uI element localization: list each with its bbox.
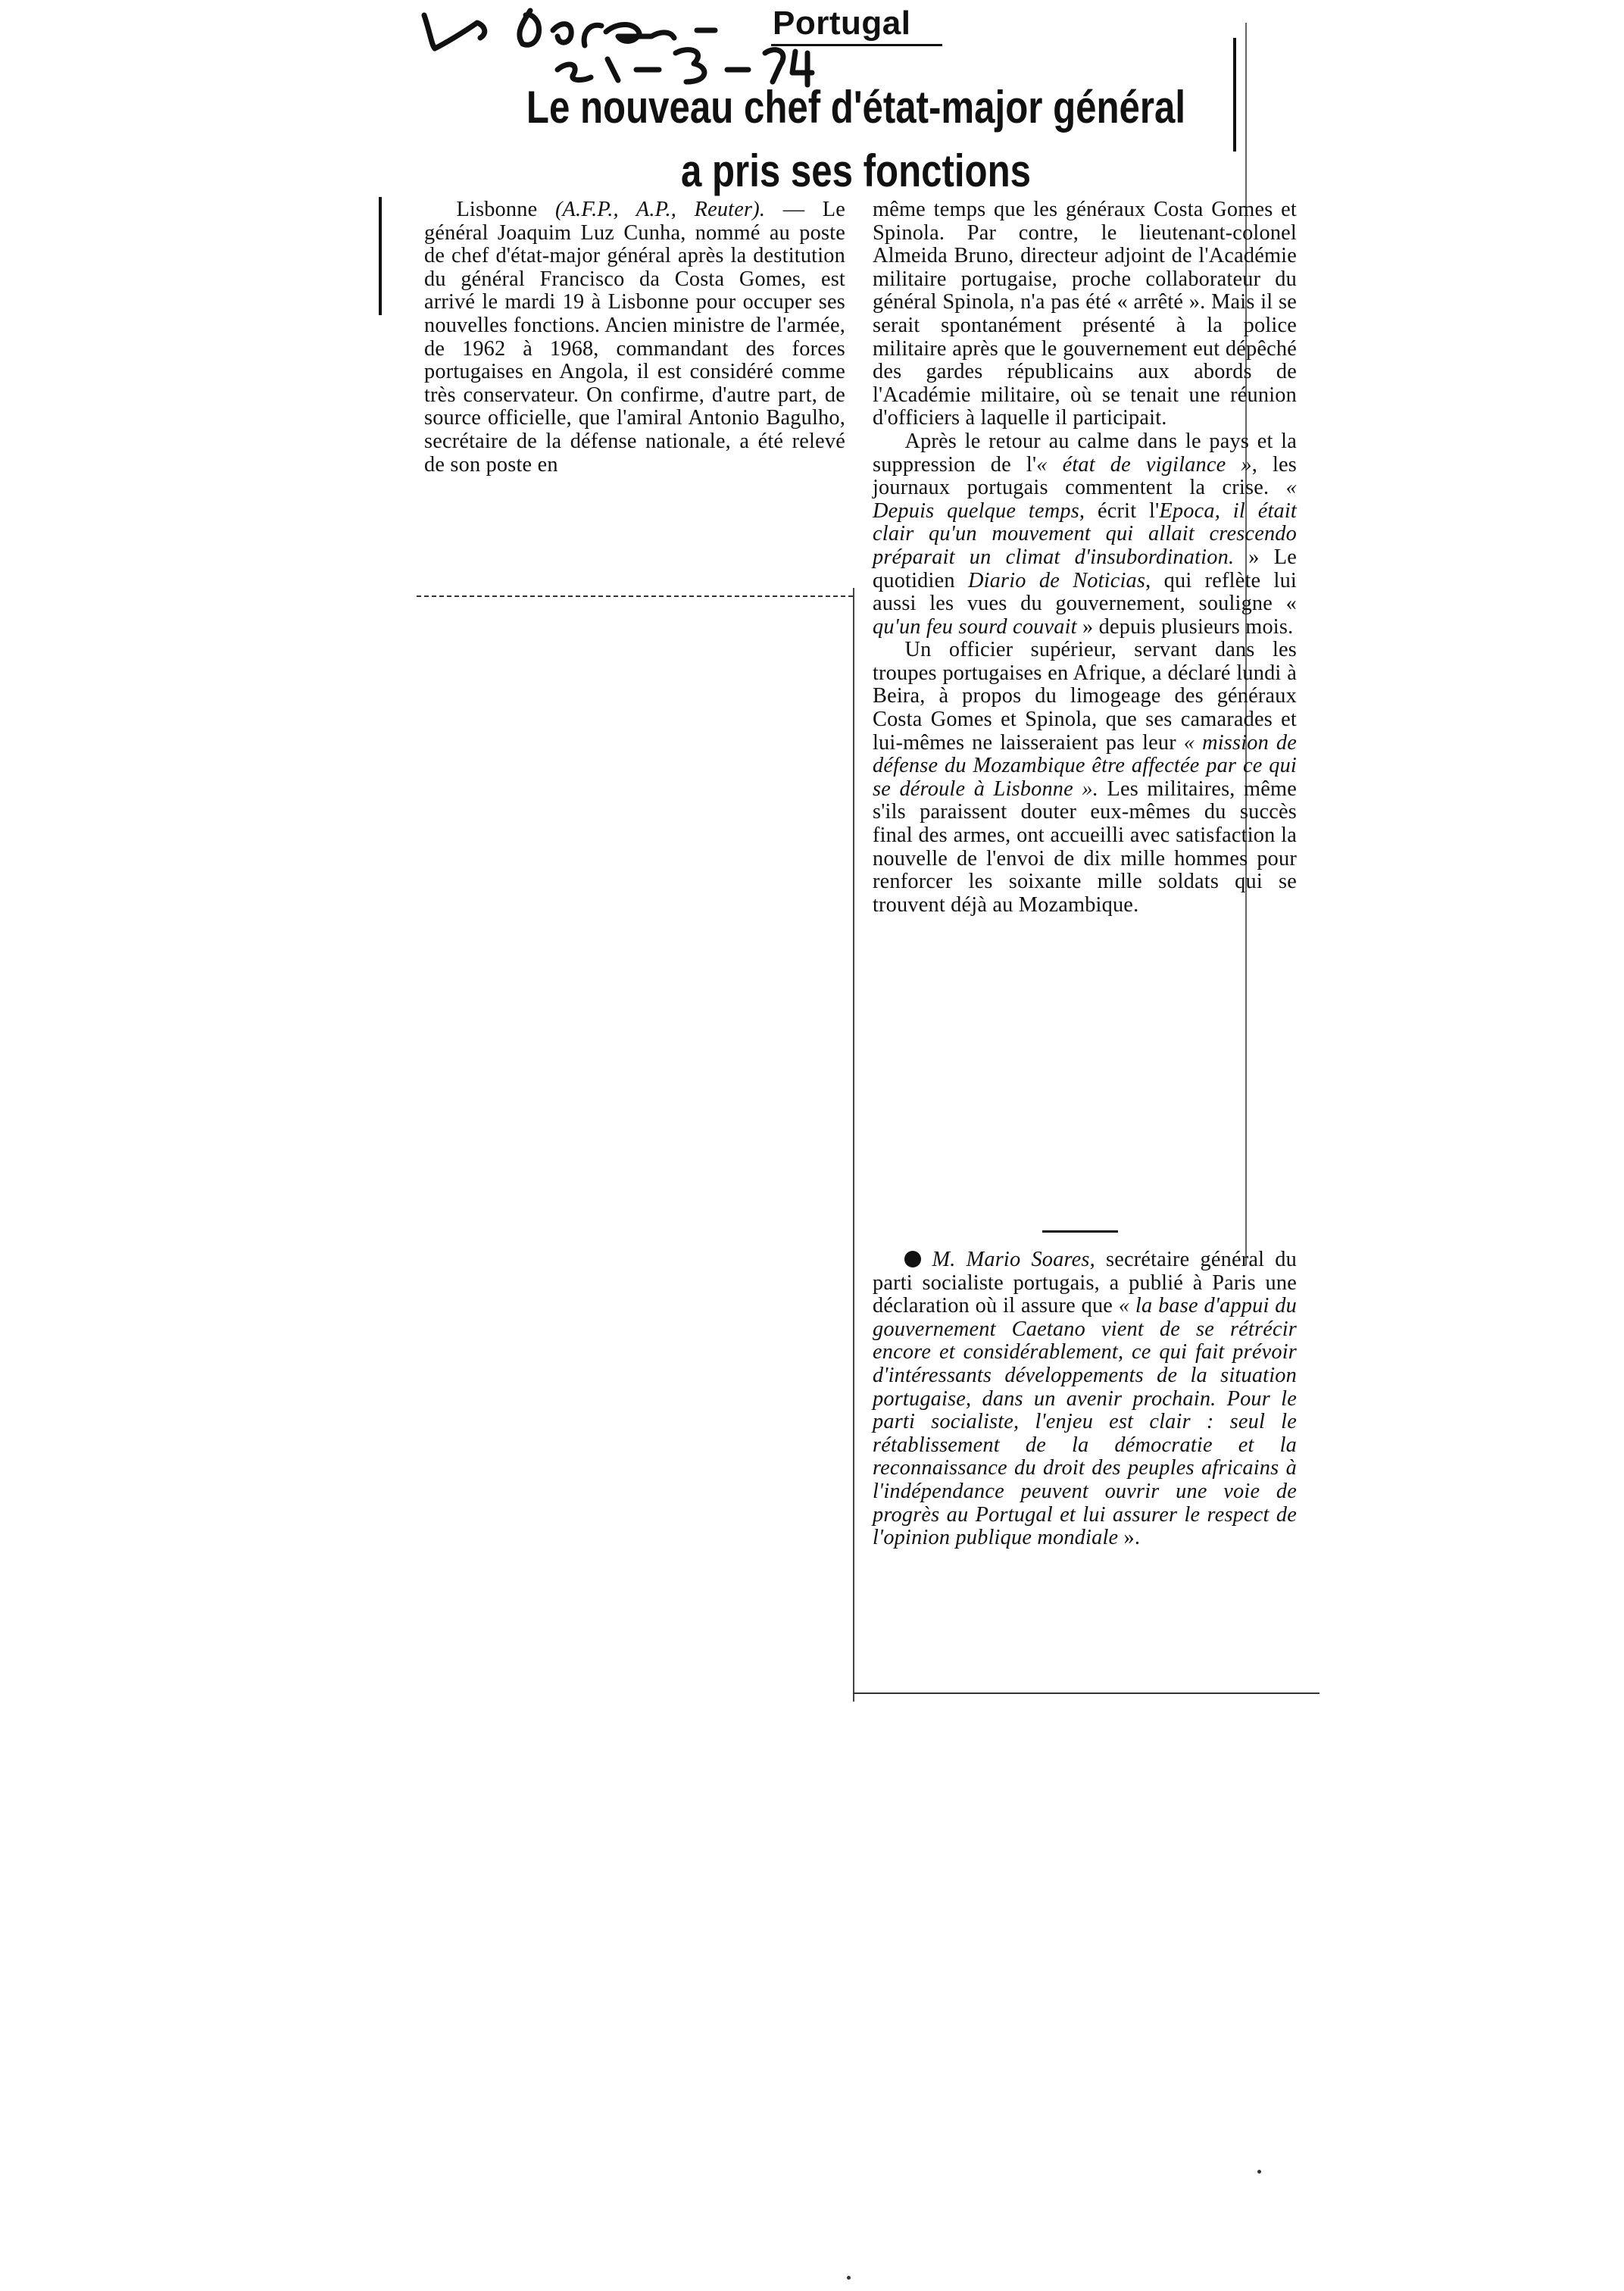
headline-side-mark <box>1233 38 1236 152</box>
scan-speck <box>847 2276 851 2280</box>
rubric-underline <box>771 44 942 46</box>
right-paragraph-2 <box>873 430 1297 639</box>
left-column-end-rule <box>417 595 853 597</box>
para3-b: Les militaires, même s'ils paraissent douter eux-mêmes du succès final des armes, ont accueilli avec satisfaction la nouvelle de l'envoi de dix mille hommes pour renforcer les soixante mille soldats qui se trouvent déjà au Mozambique. <box>873 777 1297 917</box>
soares-note <box>873 1249 1297 1550</box>
para2-f: » depuis plusieurs mois. <box>1076 614 1294 639</box>
scan-speck <box>1257 2170 1261 2174</box>
note-paragraph <box>873 1249 1297 1550</box>
para2-italic-6: qu'un feu sourd couvait <box>873 614 1077 639</box>
note-name: M. Mario Soares, <box>932 1248 1095 1271</box>
dateline-sources: (A.F.P., A.P., Reuter). <box>554 198 766 221</box>
para2-c: écrit l' <box>1085 499 1160 523</box>
note-separator-rule <box>1042 1230 1118 1233</box>
headline-line-2: a pris ses fonctions <box>680 145 1032 196</box>
para3-italic-1: « mission de défense du Mozambique être affectée par ce qui se déroule à Lisbonne ». <box>873 730 1297 801</box>
para2-italic-5: Diario de Noticias <box>967 568 1146 592</box>
dateline-city: Lisbonne <box>456 198 538 221</box>
para2-a: Après le retour au calme dans le pays et la suppression de l' <box>873 429 1297 477</box>
note-text-a: secrétaire général du parti socialiste portugais, a publié à Paris une déclaration où il assure que <box>873 1248 1298 1318</box>
article-headline <box>520 76 1191 203</box>
right-paragraph-3 <box>873 639 1297 917</box>
headline-line-1: Le nouveau chef d'état-major général <box>526 82 1186 133</box>
column-separator <box>853 588 854 1702</box>
clipping-bottom-rule <box>853 1692 1320 1694</box>
para2-italic-2: « Depuis quelque temps, <box>873 476 1297 523</box>
note-quote: « la base d'appui du gouvernement Caetano vient de se rétrécir encore et considérablement, ce qui fait prévoir d'intéressants développements de la situation portugaise, dans un avenir prochain. Pour le parti socialiste, l'enjeu est clair : seul le rétablissement de la démocratie et la reconnaissance du droit des peuples africains à l'indépendance peuvent ouvrir une voie de progrès au Portugal et lui assurer le respect de l'opinion publique mondiale <box>873 1294 1297 1550</box>
para2-e: , qui reflète lui aussi les vues du gouvernement, souligne « <box>873 568 1297 616</box>
para2-b: , les journaux portugais commentent la crise. <box>873 452 1297 500</box>
left-column <box>424 198 845 477</box>
para2-italic-4: , il était clair qu'un mouvement qui allait crescendo préparait un climat d'insubordination. <box>873 499 1297 569</box>
para2-d: » Le quotidien <box>873 545 1297 592</box>
para2-italic-1: « état de vigilance » <box>1036 452 1252 477</box>
bullet-icon <box>904 1251 921 1267</box>
section-rubric: Portugal <box>773 5 911 42</box>
para3-a: Un officier supérieur, servant dans les troupes portugaises en Afrique, a déclaré lundi à Beira, à propos du limogeage des généraux Costa Gomes et Spinola, que ses camarades et lui-mêmes ne laisseraient pas leur <box>873 638 1297 755</box>
para2-italic-3: Epoca <box>1159 499 1215 523</box>
note-text-b: ». <box>1118 1526 1141 1550</box>
left-column-body: — Le général Joaquim Luz Cunha, nommé au poste de chef d'état-major général après la destitution du général Francisco da Costa Gomes, est arrivé le mardi 19 à Lisbonne pour occuper ses nouvelles fonctions. Ancien ministre de l'armée, de 1962 à 1968, commandant des forces portugaises en Angola, il est considéré comme très conservateur. On confirme, d'autre part, de source officielle, que l'amiral Antonio Bagulho, secrétaire de la défense nationale, a été relevé de son poste en <box>424 198 845 477</box>
right-column <box>873 198 1297 917</box>
left-margin-mark <box>379 197 382 315</box>
right-paragraph-1: même temps que les généraux Costa Gomes et Spinola. Par contre, le lieutenant-colonel Almeida Bruno, directeur adjoint de l'Académie militaire portugaise, proche collaborateur du général Spinola, n'a pas été « arrêté ». Mais il se serait spontanément présenté à la police militaire après que le gouvernement eut dépêché des gardes républicains aux abords de l'Académie militaire, où se tenait une réunion d'officiers à laquelle il participait. <box>873 198 1297 430</box>
